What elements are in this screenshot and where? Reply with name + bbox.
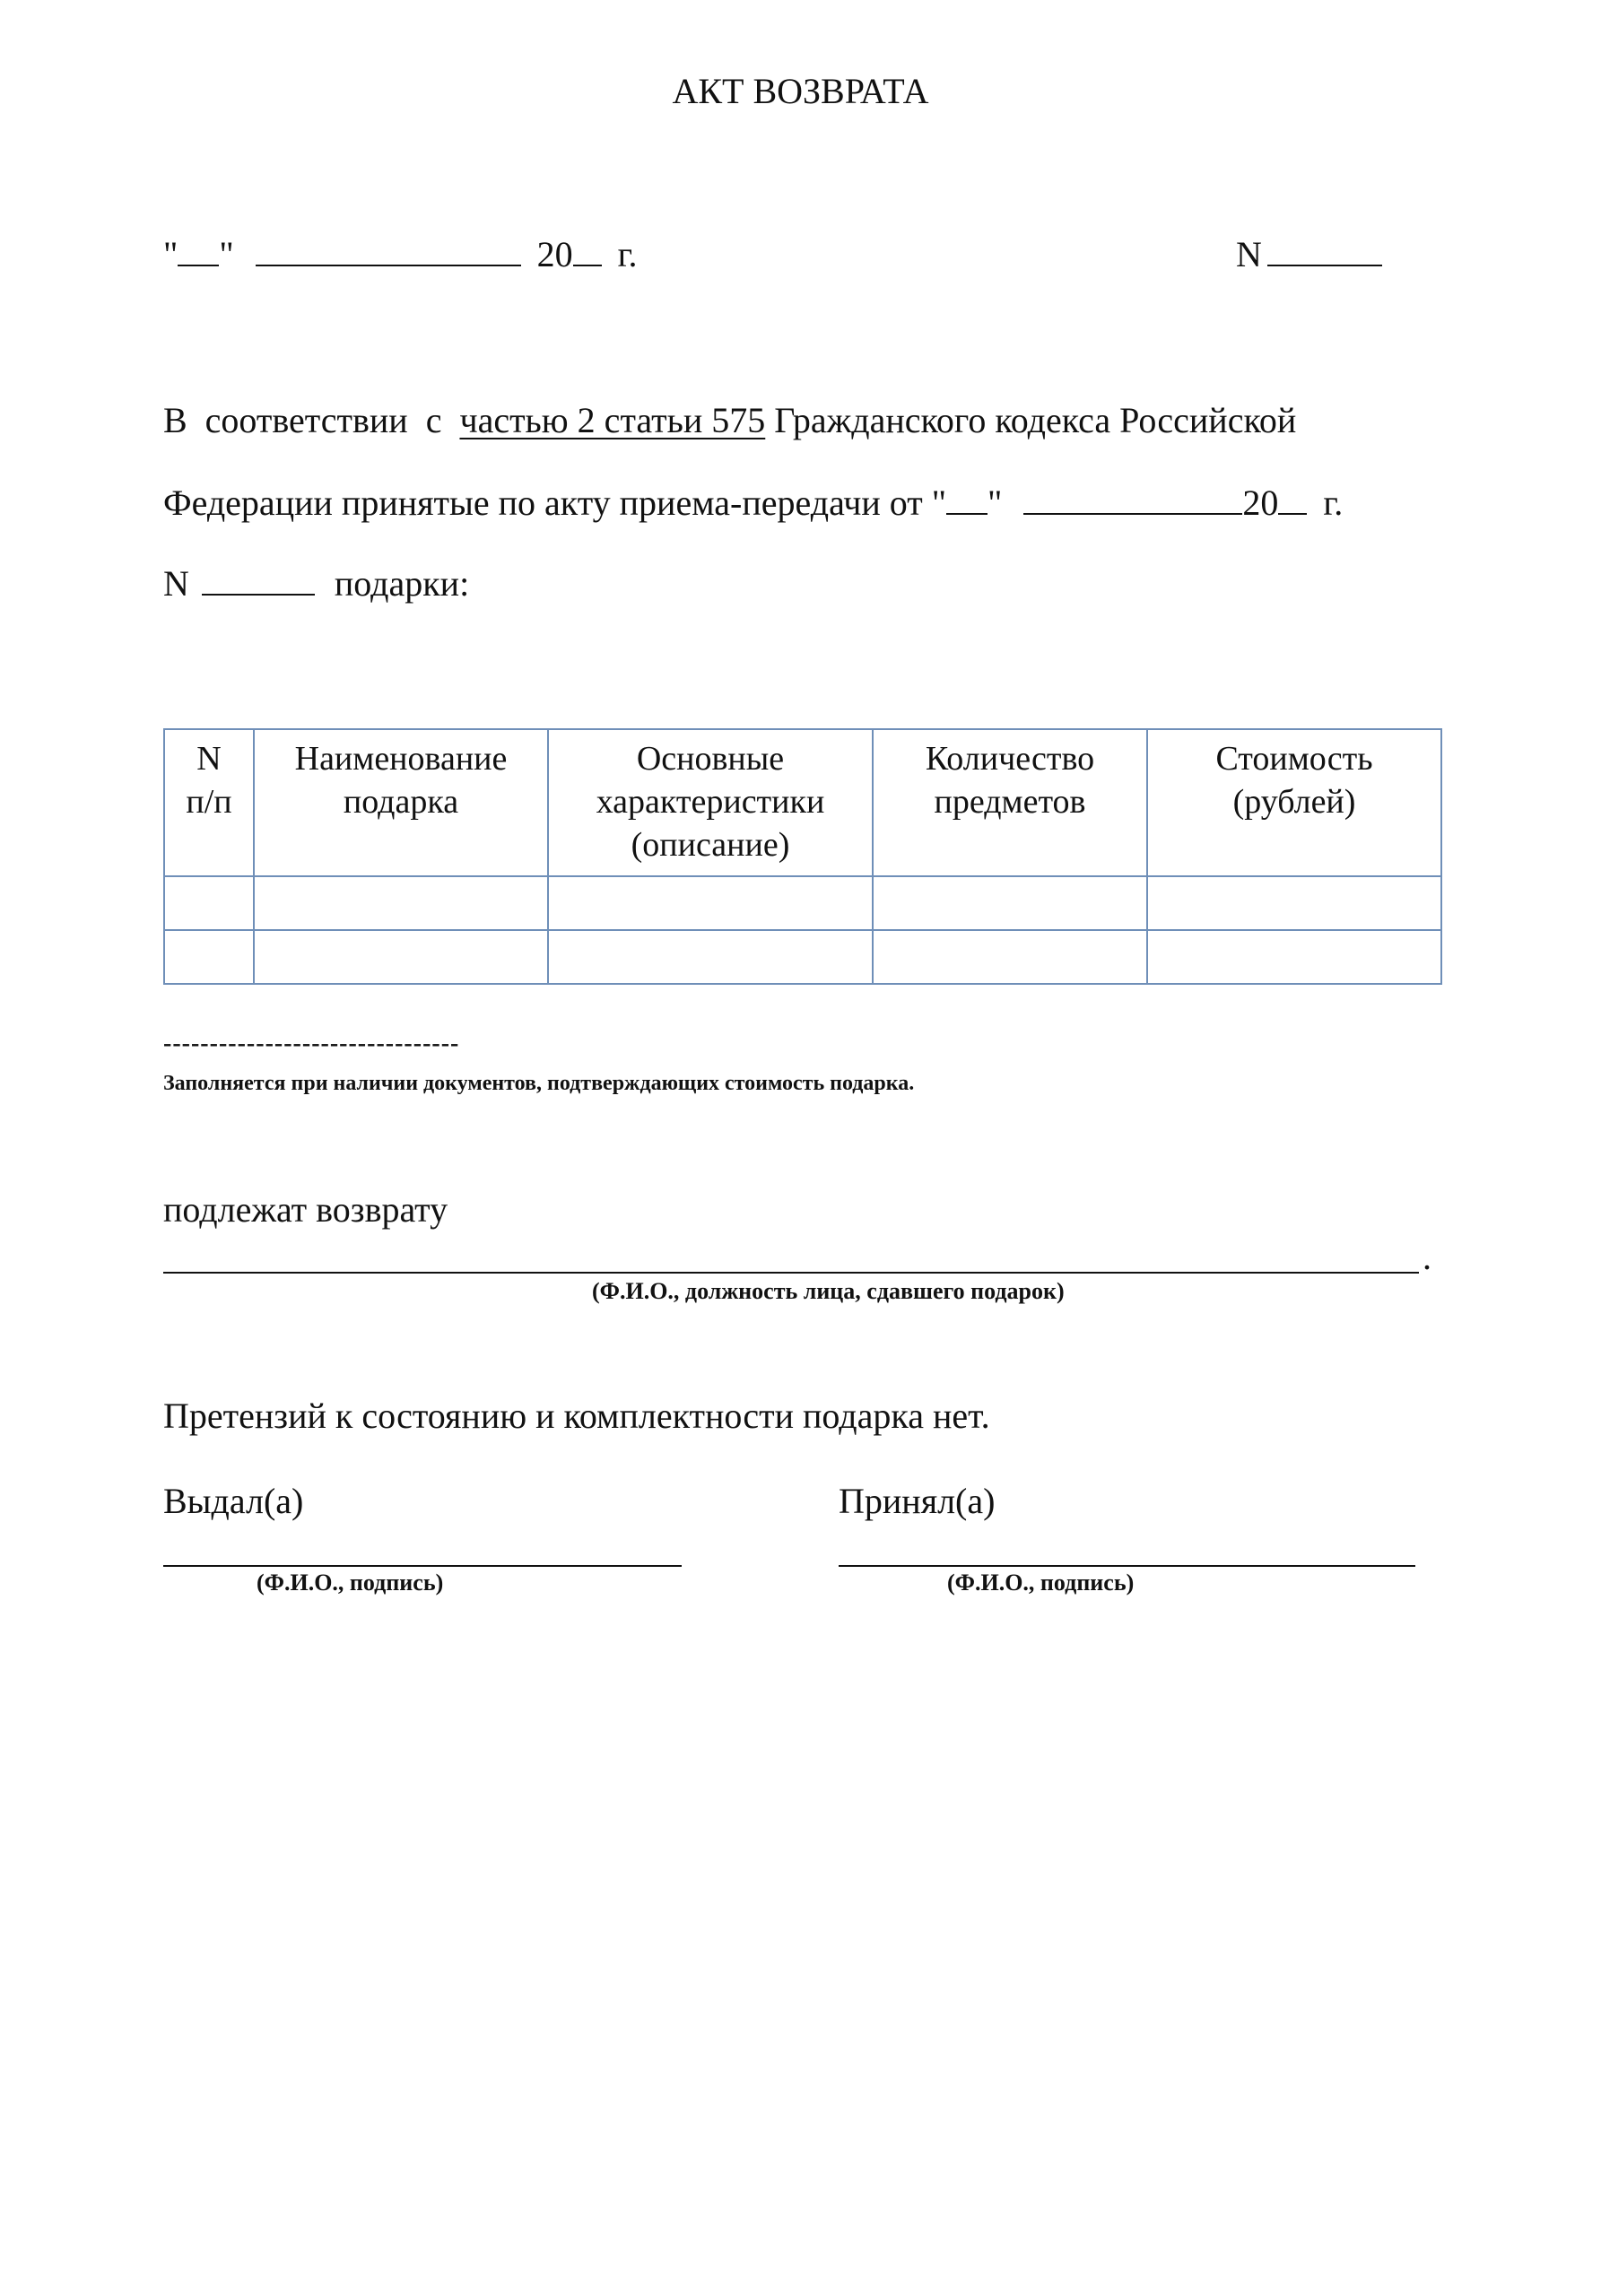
transfer-year-suffix: г.: [1323, 483, 1344, 523]
returner-line[interactable]: [163, 1272, 1419, 1274]
gifts-label: подарки:: [334, 563, 470, 604]
table-cell[interactable]: [873, 876, 1147, 930]
number-blank[interactable]: [1267, 236, 1382, 266]
column-header: [548, 729, 873, 876]
paragraph-line-3: [163, 562, 469, 604]
document-title: АКТ ВОЗВРАТА: [672, 71, 929, 111]
returner-caption: (Ф.И.О., должность лица, сдавшего подарок): [592, 1278, 1065, 1304]
paragraph-line-2-text: Федерации принятые по акту приема-передачи от ": [163, 483, 947, 523]
issued-label: Выдал(а): [163, 1481, 304, 1521]
date-quote-open: ": [163, 234, 178, 274]
month-blank[interactable]: [256, 236, 521, 266]
column-header-description: Основные характеристики (описание): [596, 740, 825, 864]
table-header-row: [164, 729, 1441, 876]
column-header-name: Наименование подарка: [294, 740, 508, 821]
column-header-number: N п/п: [186, 740, 232, 821]
table-row: [164, 876, 1441, 930]
transfer-month-blank[interactable]: [1023, 484, 1242, 515]
paragraph-line-1: [163, 399, 1296, 441]
number-prefix: N: [1236, 234, 1262, 274]
column-header: [164, 729, 254, 876]
transfer-day-blank[interactable]: [946, 484, 988, 515]
column-header: [254, 729, 548, 876]
column-header: [1147, 729, 1441, 876]
date-line: [163, 233, 638, 275]
table-cell[interactable]: [254, 930, 548, 984]
transfer-year-blank[interactable]: [1278, 484, 1307, 515]
column-header-quantity: Количество предметов: [925, 740, 1095, 821]
claims-text: Претензий к состоянию и комплектности подарка нет.: [163, 1396, 990, 1436]
footnote-separator: --------------------------------: [163, 1030, 460, 1057]
paragraph-start: В соответствии с: [163, 400, 460, 440]
issued-signature-line[interactable]: [163, 1565, 682, 1567]
table-row: [164, 930, 1441, 984]
table-cell[interactable]: [254, 876, 548, 930]
issued-caption: (Ф.И.О., подпись): [257, 1570, 444, 1596]
table-cell[interactable]: [548, 876, 873, 930]
paragraph-end: Гражданского кодекса Российской: [765, 400, 1297, 440]
footnote-text: Заполняется при наличии документов, подтверждающих стоимость подарка.: [163, 1072, 915, 1095]
transfer-year-prefix: 20: [1242, 483, 1279, 523]
column-header: [873, 729, 1147, 876]
day-blank[interactable]: [178, 236, 219, 266]
year-blank[interactable]: [573, 236, 602, 266]
law-link[interactable]: частью 2 статьи 575: [459, 400, 766, 440]
paragraph-line-2: [163, 482, 1343, 524]
table-cell[interactable]: [873, 930, 1147, 984]
received-signature-line[interactable]: [839, 1565, 1415, 1567]
return-period: .: [1423, 1237, 1431, 1277]
year-prefix: 20: [536, 234, 573, 274]
table-cell[interactable]: [164, 930, 254, 984]
table-cell[interactable]: [164, 876, 254, 930]
table-cell[interactable]: [1147, 876, 1441, 930]
transfer-number-blank[interactable]: [202, 565, 315, 596]
act-number: [1236, 233, 1382, 275]
table-cell[interactable]: [548, 930, 873, 984]
year-suffix: г.: [617, 234, 638, 274]
received-caption: (Ф.И.О., подпись): [947, 1570, 1135, 1596]
table-cell[interactable]: [1147, 930, 1441, 984]
transfer-number-prefix: N: [163, 563, 189, 604]
column-header-cost: Стоимость (рублей): [1215, 740, 1373, 821]
date-quote-close: ": [219, 234, 234, 274]
received-label: Принял(а): [839, 1481, 996, 1521]
transfer-quote-close: ": [988, 483, 1003, 523]
return-label: подлежат возврату: [163, 1189, 448, 1230]
gifts-table: [163, 728, 1442, 985]
